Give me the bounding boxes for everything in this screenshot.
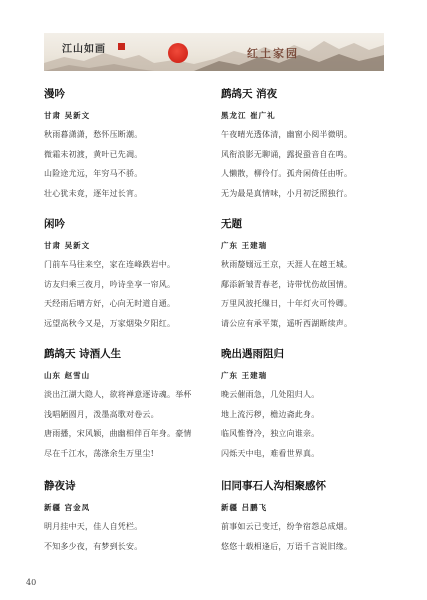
poem-author: 新疆 宫金凤	[44, 503, 91, 512]
poem-block	[221, 86, 401, 207]
poem-line: 鄅添新皱青春老，诗带忧伤故国情。	[221, 279, 353, 289]
poem-block	[221, 216, 401, 337]
poem-line: 微霜未初渡，黄叶已先凋。	[44, 149, 143, 159]
poem-line: 秋雨嫠嫋远王京，天涯人在越王城。	[221, 260, 353, 269]
poem-line: 不知多少夜，有梦到长安。	[44, 541, 143, 551]
poem-title: 闲吟	[44, 218, 65, 230]
poem-author: 广东 王建瑞	[221, 241, 268, 250]
poem-line: 天经雨后晴方好，心向无时道自通。	[44, 299, 176, 308]
poem-title: 旧同事石人沟相聚感怀	[221, 480, 326, 492]
poem-block	[44, 478, 224, 560]
poem-line: 悠悠十载相逢后，万语千言说旧缘。	[221, 541, 353, 551]
poem-title: 鹧鸪天 消夜	[221, 88, 278, 100]
poem-title: 鹧鸪天 诗酒人生	[44, 348, 122, 360]
red-sun-icon	[168, 43, 188, 63]
poem-author: 甘肃 吴新文	[44, 111, 91, 120]
poem-block	[221, 346, 401, 467]
poem-line: 闪烁天中电，难看世界真。	[221, 448, 320, 458]
poem-line: 人懒散，柳伶仃。孤舟闲倚任由听。	[221, 169, 353, 178]
poem-block	[44, 346, 224, 467]
poem-title: 晚出遇雨阻归	[221, 348, 284, 360]
poem-line: 尽在千江水，荡涤余生万里尘!	[44, 448, 155, 458]
poem-line: 山险途尤远，年穷马不骄。	[44, 169, 143, 178]
poem-line: 壮心犹未竟，逐年过长宵。	[44, 188, 143, 198]
seal-stamp	[118, 43, 125, 50]
poem-line: 临风惟脊冷，独立向谁亲。	[221, 429, 320, 438]
poem-line: 请公应有承平策，遥听西湖断续声。	[221, 318, 353, 328]
poem-line: 明月挂中天，佳人自凭栏。	[44, 522, 143, 531]
poem-line: 淡出江湖大隐人，欲将禅意逐诗魂。举杯	[44, 390, 192, 399]
poem-title: 漫吟	[44, 88, 65, 100]
poem-line: 风衔浪影无聊诵，露捉蛩音自在鸣。	[221, 149, 353, 159]
poem-author: 新疆 吕鹏飞	[221, 503, 268, 512]
poem-title: 无题	[221, 218, 242, 230]
poem-line: 午夜晴光透体清，幽窗小阅半微明。	[221, 130, 353, 139]
poem-line: 远望高秋今又是，万家烟染夕阳红。	[44, 318, 176, 328]
poem-author: 山东 赵雪山	[44, 371, 91, 380]
poem-line: 地上流污秽，檐边斋此身。	[221, 409, 320, 419]
poem-author: 黑龙江 崔广礼	[221, 111, 276, 120]
poem-block	[44, 216, 224, 337]
poem-block	[44, 86, 224, 207]
poem-line: 无为最是真情味，小月初泛照独行。	[221, 188, 353, 198]
poem-line: 访友归乘三夜月，吟诗坐享一帘风。	[44, 279, 176, 289]
poem-line: 万里风波托缫日，十年灯火可怜卿。	[221, 299, 353, 308]
poem-line: 晚云催雨急，几处阻归人。	[221, 390, 320, 399]
header-calligraphy: 江山如画	[62, 44, 106, 55]
poem-line: 唐雨播，宋风颖，曲幽相伴百年身。豪情	[44, 429, 192, 438]
poem-line: 前事如云已变迁，纷争宿怨总成烟。	[221, 522, 353, 531]
poem-block	[221, 478, 401, 560]
poem-title: 静夜诗	[44, 480, 76, 492]
poem-line: 秋雨暮潇潇，愁怀压断潮。	[44, 130, 143, 139]
poem-line: 门前车马往来空，家在连峰跌岩中。	[44, 260, 176, 269]
poem-line: 浅唱陋圆月，泼墨高歌对卷云。	[44, 409, 159, 419]
header-banner	[44, 33, 384, 71]
header-title: 红土家园	[247, 47, 299, 60]
poem-author: 广东 王建瑞	[221, 371, 268, 380]
page-number: 40	[26, 578, 37, 587]
poem-author: 甘肃 吴新文	[44, 241, 91, 250]
